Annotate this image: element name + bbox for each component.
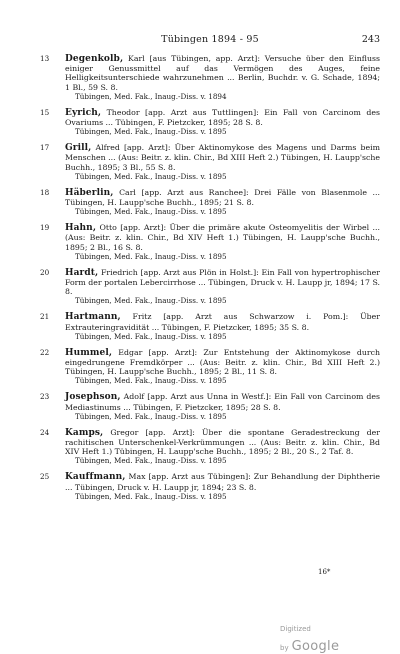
citation-text: Fritz [app. Arzt aus Schwarzow i. Pom.]: Über Extrauteringravidität ... Tübingen, F. Pietzcker, 1895; 35 S. 8. (65, 312, 380, 332)
page-number: 243 (361, 34, 380, 45)
author-name: Hardt, (65, 267, 99, 278)
author-name: Grill, (65, 143, 92, 154)
entry-23 (0, 392, 400, 420)
signature-mark: 16* (318, 568, 331, 576)
entry-number: 21 (40, 312, 50, 322)
entry-25 (0, 472, 400, 500)
citation-text: Otto [app. Arzt]: Über die primäre akute Osteomyelitis der Wirbel ... (Aus: Beitr. z. klin. Chir., Bd XIV Heft 1.) Tübingen, H. Laupp'sche Buchh., 1895; 2 Bl., 16 S. 8. (65, 223, 380, 252)
dissertation-note: Tübingen, Med. Fak., Inaug.-Diss. v. 1895 (75, 411, 227, 421)
entry-20 (0, 268, 400, 306)
entry-citation (65, 348, 380, 377)
entry-number: 24 (40, 427, 50, 437)
author-name: Josephson, (65, 392, 121, 403)
dissertation-note: Tübingen, Med. Fak., Inaug.-Diss. v. 1895 (75, 127, 227, 137)
entry-24 (0, 428, 400, 466)
entry-number: 20 (40, 267, 50, 277)
dissertation-note: Tübingen, Med. Fak., Inaug.-Diss. v. 1895 (75, 171, 227, 181)
dissertation-note: Tübingen, Med. Fak., Inaug.-Diss. v. 1895 (75, 491, 227, 501)
author-name: Kauffmann, (65, 472, 126, 483)
entry-19 (0, 223, 400, 261)
entry-number: 18 (40, 187, 50, 197)
author-name: Hartmann, (65, 312, 121, 323)
entry-15 (0, 108, 400, 136)
citation-text: Carl [app. Arzt aus Ranchee]: Drei Fälle von Blasenmole ... Tübingen, H. Laupp'sche Buchh., 1895; 21 S. 8. (65, 187, 380, 208)
entry-citation (65, 188, 380, 207)
citation-text: Max [app. Arzt aus Tübingen]: Zur Behandlung der Diphtherie ... Tübingen, Druck v. H. Laupp jr, 1894; 23 S. 8. (65, 472, 380, 492)
entry-citation (65, 143, 380, 172)
citation-text: Edgar [app. Arzt]: Zur Entstehung der Aktinomykose durch eingedrungene Fremdkörper ... (Aus: Beitr. z. klin. Chir., Bd XIII Heft 2.) Tübingen, H. Laupp'sche Buchh., 1895; 2 Bl., 11 S. 8. (65, 347, 380, 377)
citation-text: Gregor [app. Arzt]: Über die spontane Geradestreckung der rachitischen Unterschenkel-Verkrümmungen ... (Aus: Beitr. z. klin. Chir., Bd XIV Heft 1.) Tübingen, H. Laupp'sche Buchh., 1895; 2 Bl., 20 S., 2 Taf. 8. (65, 427, 380, 457)
entry-number: 15 (40, 107, 50, 117)
entry-17 (0, 143, 400, 181)
entry-number: 25 (40, 472, 50, 482)
google-logo: Google (291, 639, 340, 654)
dissertation-note: Tübingen, Med. Fak., Inaug.-Diss. v. 1895 (75, 331, 227, 341)
dissertation-note: Tübingen, Med. Fak., Inaug.-Diss. v. 1895 (75, 251, 227, 261)
entry-number: 19 (40, 223, 50, 233)
dissertation-note: Tübingen, Med. Fak., Inaug.-Diss. v. 1895 (75, 207, 227, 217)
entry-citation (65, 223, 380, 252)
dissertation-note: Tübingen, Med. Fak., Inaug.-Diss. v. 1895 (75, 376, 227, 386)
entry-18 (0, 188, 400, 216)
entry-number: 22 (40, 347, 50, 357)
dissertation-note: Tübingen, Med. Fak., Inaug.-Diss. v. 1894 (75, 91, 227, 101)
page-header (40, 34, 380, 48)
entry-number: 23 (40, 392, 50, 402)
dissertation-note: Tübingen, Med. Fak., Inaug.-Diss. v. 1895 (75, 296, 227, 306)
citation-text: Friedrich [app. Arzt aus Plön in Holst.]: Ein Fall von hypertrophischer Form der portalen Lebercirrhose ... Tübingen, Druck v. H. Laupp jr, 1894; 17 S. 8. (65, 267, 380, 297)
author-name: Eyrich, (65, 107, 102, 118)
entry-21 (0, 312, 400, 340)
entry-22 (0, 348, 400, 386)
citation-text: Adolf [app. Arzt aus Unna in Westf.]: Ein Fall von Carcinom des Mediastinums ... Tübingen, F. Pietzcker, 1895; 28 S. 8. (65, 392, 380, 412)
entry-citation (65, 268, 380, 297)
citation-text: Theodor [app. Arzt aus Tuttlingen]: Ein Fall von Carcinom des Ovariums ... Tübingen, F. Pietzcker, 1895; 28 S. 8. (65, 107, 380, 128)
author-name: Kamps, (65, 427, 104, 438)
entry-citation (65, 392, 380, 411)
entry-list (0, 54, 400, 508)
google-watermark (280, 616, 339, 654)
author-name: Hummel, (65, 347, 113, 358)
entry-citation (65, 472, 380, 491)
author-name: Hahn, (65, 223, 97, 234)
citation-text: Alfred [app. Arzt]: Über Aktinomykose des Magens und Darms beim Menschen ... (Aus: Beitr. z. klin. Chir., Bd XIII Heft 2.) Tübingen, H. Laupp'sche Buchh., 1895; 3 Bl., 55 S. 8. (65, 143, 380, 172)
entry-13 (0, 54, 400, 101)
dissertation-note: Tübingen, Med. Fak., Inaug.-Diss. v. 1895 (75, 456, 227, 466)
entry-number: 17 (40, 143, 50, 153)
entry-citation (65, 312, 380, 331)
running-title: Tübingen 1894 - 95 (161, 34, 259, 45)
entry-citation (65, 108, 380, 127)
watermark-prefix: Digitized by (280, 625, 311, 652)
entry-citation (65, 428, 380, 457)
author-name: Degenkolb, (65, 54, 124, 64)
entry-citation (65, 54, 380, 92)
entry-number: 13 (40, 54, 50, 63)
citation-text: Karl [aus Tübingen, app. Arzt]: Versuche über den Einfluss einiger Genussmittel auf das Vermögen des Auges, feine Helligkeitsunterschiede wahrzunehmen ... Berlin, Buchdr. v. G. Schade, 1894; 1 Bl., 59 S. 8. (65, 54, 380, 92)
author-name: Häberlin, (65, 187, 114, 198)
